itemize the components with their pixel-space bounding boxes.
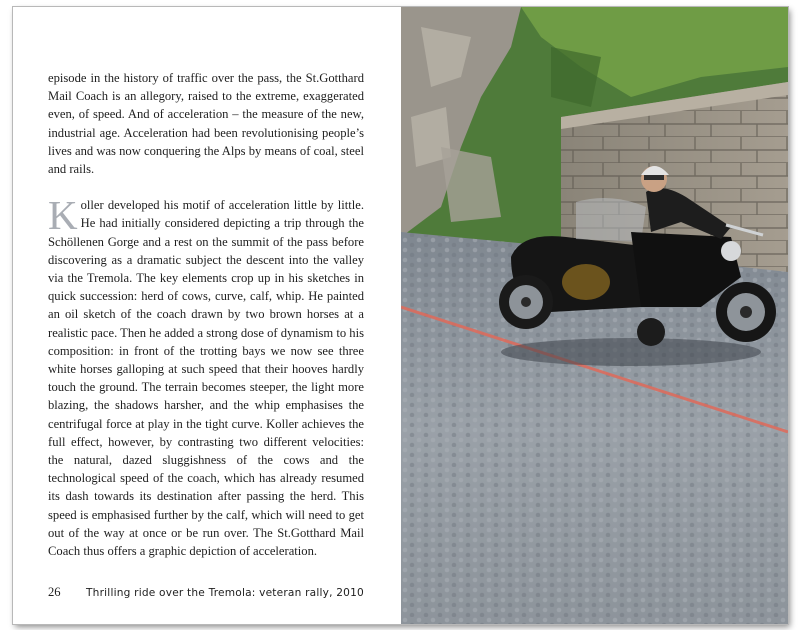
- left-page: [13, 7, 401, 624]
- drop-cap: K: [48, 192, 78, 239]
- paragraph-1: episode in the history of traffic over the pass, the St.Gotthard Mail Coach is an allegory, raised to the extreme, exaggerated even, of speed. And of acceleration – the measure of the new, industrial age. Acceleration had been revolutionising people’s lives and was now conquering the Alps by means of coal, steel and rails.: [48, 71, 364, 177]
- right-page: [401, 7, 788, 624]
- paragraph-2: [48, 192, 364, 560]
- sidecar-photo: [401, 7, 788, 624]
- page-number: 26: [48, 585, 61, 599]
- paragraph-2-text: oller developed his motif of acceleration little by little. He had initially considered depicting a trip through the Schöllenen Gorge and a rest on the summit of the pass before discovering as a dramatic subject the descent into the valley via the Tremola. The key elements crop up in his sketches in quick succession: herd of cows, curve, calf, whip. He painted an oil sketch of the coach drawn by two brown horses at a realistic pace. Then he added a strong dose of dynamism to his composition: in front of the trotting bays we now see three white horses galloping at such speed that their hooves hardly touch the ground. The terrain becomes steeper, the light more blazing, the shadows harsher, and the whip emphasises the centrifugal force at play in the tight curve. Koller achieves the full effect, however, by contrasting two different velocities: the natural, dazed sluggishness of the cows and the technological speed of the coach, which has already resumed its dash towards its destination after passing the herd. This speed is emphasised further by the calf, which will need to get out of the way at once or be run over. The St.Gotthard Mail Coach thus offers a graphic depiction of acceleration.: [48, 198, 364, 559]
- body-text: [48, 69, 364, 560]
- book-spread: [13, 7, 788, 624]
- photo-caption: Thrilling ride over the Tremola: veteran rally, 2010: [86, 587, 364, 599]
